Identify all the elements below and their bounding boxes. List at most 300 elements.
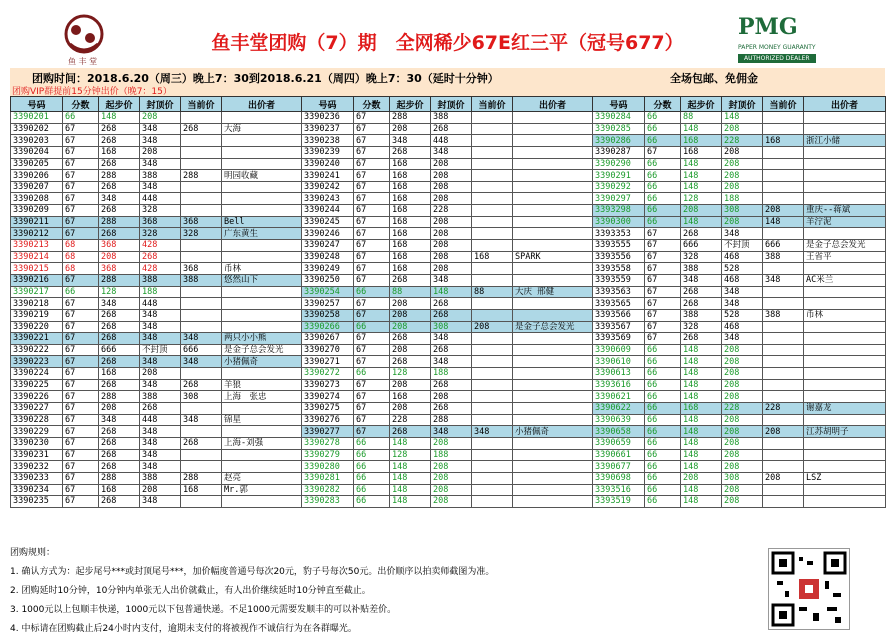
table-row bbox=[11, 181, 886, 193]
table-cell bbox=[472, 309, 513, 321]
table-cell bbox=[181, 449, 222, 461]
table-cell: 428 bbox=[140, 263, 181, 275]
table-cell: 168 bbox=[181, 484, 222, 496]
table-cell: 328 bbox=[681, 321, 722, 333]
auction-time: 团购时间：2018.6.20（周三）晚上7：30到2018.6.21（周四）晚上7：30（延时十分钟） bbox=[32, 72, 499, 85]
table-cell: 浙江小储 bbox=[804, 135, 886, 147]
table-cell: 268 bbox=[99, 461, 140, 473]
qr-code-icon bbox=[768, 548, 850, 630]
table-cell: 3393353 bbox=[593, 228, 645, 240]
table-cell: 66 bbox=[645, 205, 681, 217]
table-cell: 3390250 bbox=[302, 274, 354, 286]
table-cell: 66 bbox=[645, 368, 681, 380]
column-header: 出价者 bbox=[804, 97, 886, 112]
table-cell: 3390266 bbox=[302, 321, 354, 333]
table-cell: 208 bbox=[431, 193, 472, 205]
table-cell bbox=[513, 135, 593, 147]
table-cell: 3390242 bbox=[302, 181, 354, 193]
table-cell: 3390658 bbox=[593, 426, 645, 438]
table-cell: 3390204 bbox=[11, 146, 63, 158]
table-cell: 3390224 bbox=[11, 368, 63, 380]
table-cell bbox=[181, 368, 222, 380]
table-cell: 66 bbox=[645, 484, 681, 496]
table-cell: 67 bbox=[354, 403, 390, 415]
table-cell: 348 bbox=[431, 333, 472, 345]
table-cell bbox=[804, 170, 886, 182]
table-cell bbox=[181, 240, 222, 252]
table-row bbox=[11, 414, 886, 426]
table-cell: 3390229 bbox=[11, 426, 63, 438]
table-cell: 308 bbox=[431, 321, 472, 333]
table-cell: 3393555 bbox=[593, 240, 645, 252]
table-cell: 388 bbox=[181, 274, 222, 286]
table-cell bbox=[222, 368, 302, 380]
table-cell: 67 bbox=[63, 449, 99, 461]
table-cell: 288 bbox=[181, 472, 222, 484]
table-cell: 268 bbox=[681, 298, 722, 310]
table-cell: 66 bbox=[645, 112, 681, 124]
table-cell: 3390244 bbox=[302, 205, 354, 217]
table-cell: 3390285 bbox=[593, 123, 645, 135]
table-cell: 208 bbox=[722, 414, 763, 426]
table-cell: 3390282 bbox=[302, 484, 354, 496]
table-cell: 67 bbox=[354, 379, 390, 391]
table-cell: 67 bbox=[645, 321, 681, 333]
table-cell bbox=[804, 368, 886, 380]
table-cell: 268 bbox=[140, 251, 181, 263]
table-cell: 268 bbox=[390, 274, 431, 286]
table-cell: 348 bbox=[722, 228, 763, 240]
table-cell bbox=[763, 414, 804, 426]
table-cell bbox=[804, 123, 886, 135]
table-cell: 348 bbox=[431, 356, 472, 368]
table-cell: 3393516 bbox=[593, 484, 645, 496]
table-cell: 两只小小熊 bbox=[222, 333, 302, 345]
table-cell: 208 bbox=[722, 158, 763, 170]
table-cell: 348 bbox=[140, 437, 181, 449]
table-cell: 66 bbox=[645, 426, 681, 438]
table-cell: 重庆--蒋斌 bbox=[804, 205, 886, 217]
table-cell bbox=[222, 309, 302, 321]
table-cell: 268 bbox=[99, 356, 140, 368]
table-cell: 67 bbox=[63, 379, 99, 391]
table-cell bbox=[804, 496, 886, 508]
table-cell bbox=[222, 496, 302, 508]
column-header: 起步价 bbox=[681, 97, 722, 112]
table-cell: 208 bbox=[722, 437, 763, 449]
table-cell: 66 bbox=[354, 472, 390, 484]
table-cell: 3393565 bbox=[593, 298, 645, 310]
table-cell bbox=[181, 135, 222, 147]
table-cell: 3390203 bbox=[11, 135, 63, 147]
table-cell: 208 bbox=[99, 403, 140, 415]
table-cell: 348 bbox=[181, 414, 222, 426]
table-cell bbox=[763, 298, 804, 310]
table-cell: 67 bbox=[354, 309, 390, 321]
table-cell bbox=[763, 437, 804, 449]
table-cell: 348 bbox=[140, 181, 181, 193]
table-cell bbox=[513, 112, 593, 124]
table-cell bbox=[804, 437, 886, 449]
table-cell: 188 bbox=[431, 449, 472, 461]
table-cell: 208 bbox=[722, 344, 763, 356]
table-cell: 3390621 bbox=[593, 391, 645, 403]
table-cell: 67 bbox=[63, 146, 99, 158]
table-cell: 348 bbox=[140, 309, 181, 321]
table-cell: 江苏胡明子 bbox=[804, 426, 886, 438]
table-cell: 128 bbox=[390, 368, 431, 380]
table-cell: 66 bbox=[645, 379, 681, 391]
table-cell: 上海 张忠 bbox=[222, 391, 302, 403]
table-cell: 67 bbox=[63, 298, 99, 310]
table-cell bbox=[222, 251, 302, 263]
table-cell: 3390246 bbox=[302, 228, 354, 240]
table-cell: 468 bbox=[722, 251, 763, 263]
table-cell bbox=[472, 461, 513, 473]
table-cell: 3393569 bbox=[593, 333, 645, 345]
table-cell: 3390257 bbox=[302, 298, 354, 310]
table-cell: 148 bbox=[681, 368, 722, 380]
table-cell bbox=[763, 112, 804, 124]
table-row bbox=[11, 472, 886, 484]
table-cell: 3390639 bbox=[593, 414, 645, 426]
table-cell: 208 bbox=[140, 112, 181, 124]
table-cell: 168 bbox=[390, 240, 431, 252]
table-cell: 3390231 bbox=[11, 449, 63, 461]
table-cell: 3390219 bbox=[11, 309, 63, 321]
table-cell: 3390201 bbox=[11, 112, 63, 124]
table-cell bbox=[222, 146, 302, 158]
table-cell bbox=[804, 181, 886, 193]
table-cell: 288 bbox=[99, 216, 140, 228]
table-cell: 348 bbox=[431, 146, 472, 158]
table-cell: 67 bbox=[63, 426, 99, 438]
table-cell: 3390677 bbox=[593, 461, 645, 473]
table-cell: 208 bbox=[431, 391, 472, 403]
table-cell bbox=[513, 123, 593, 135]
table-cell bbox=[804, 146, 886, 158]
table-row bbox=[11, 112, 886, 124]
table-cell: 348 bbox=[140, 449, 181, 461]
table-cell: 66 bbox=[645, 496, 681, 508]
table-cell bbox=[513, 484, 593, 496]
table-cell bbox=[222, 426, 302, 438]
table-cell: 67 bbox=[354, 344, 390, 356]
table-cell bbox=[222, 449, 302, 461]
table-cell bbox=[513, 170, 593, 182]
table-cell bbox=[181, 426, 222, 438]
table-cell: 268 bbox=[681, 333, 722, 345]
table-cell: 67 bbox=[354, 426, 390, 438]
table-cell: 208 bbox=[431, 484, 472, 496]
table-cell bbox=[513, 403, 593, 415]
table-cell: 228 bbox=[722, 403, 763, 415]
table-cell: 3390275 bbox=[302, 403, 354, 415]
auction-table bbox=[10, 96, 886, 508]
table-row bbox=[11, 368, 886, 380]
table-cell bbox=[513, 496, 593, 508]
table-cell bbox=[804, 484, 886, 496]
table-cell bbox=[472, 274, 513, 286]
table-cell: 王省平 bbox=[804, 251, 886, 263]
table-cell: 3390209 bbox=[11, 205, 63, 217]
table-cell: 308 bbox=[722, 472, 763, 484]
table-cell: 是金子总会发光 bbox=[222, 344, 302, 356]
table-cell: 388 bbox=[431, 112, 472, 124]
table-cell: 208 bbox=[390, 123, 431, 135]
table-cell: 348 bbox=[140, 379, 181, 391]
table-cell: 348 bbox=[140, 356, 181, 368]
table-row bbox=[11, 170, 886, 182]
table-cell: 208 bbox=[763, 205, 804, 217]
table-cell: 388 bbox=[140, 170, 181, 182]
pmg-logo bbox=[738, 14, 828, 66]
table-cell: 168 bbox=[681, 403, 722, 415]
table-cell: 268 bbox=[431, 309, 472, 321]
table-row bbox=[11, 484, 886, 496]
table-cell: 66 bbox=[354, 437, 390, 449]
table-cell: 3390249 bbox=[302, 263, 354, 275]
table-cell bbox=[763, 484, 804, 496]
table-cell: 67 bbox=[63, 216, 99, 228]
table-cell: 3393563 bbox=[593, 286, 645, 298]
table-cell: 66 bbox=[354, 321, 390, 333]
table-cell bbox=[472, 403, 513, 415]
table-cell: 3390284 bbox=[593, 112, 645, 124]
table-cell: 67 bbox=[63, 309, 99, 321]
table-cell bbox=[763, 356, 804, 368]
table-cell: 67 bbox=[63, 391, 99, 403]
table-cell: 268 bbox=[681, 286, 722, 298]
table-cell: 388 bbox=[763, 251, 804, 263]
column-header: 分数 bbox=[63, 97, 99, 112]
table-cell: 67 bbox=[354, 216, 390, 228]
table-row bbox=[11, 379, 886, 391]
table-row bbox=[11, 391, 886, 403]
table-cell: 208 bbox=[431, 461, 472, 473]
table-cell: 67 bbox=[354, 135, 390, 147]
table-row bbox=[11, 309, 886, 321]
table-cell bbox=[472, 170, 513, 182]
logo-text: 鱼 丰 堂 bbox=[68, 57, 98, 66]
table-cell: 3390227 bbox=[11, 403, 63, 415]
table-cell bbox=[804, 356, 886, 368]
table-cell: 67 bbox=[354, 228, 390, 240]
table-cell: 348 bbox=[140, 135, 181, 147]
table-cell: 148 bbox=[681, 379, 722, 391]
table-cell: 228 bbox=[722, 135, 763, 147]
table-cell: 66 bbox=[645, 181, 681, 193]
table-cell: 3390239 bbox=[302, 146, 354, 158]
table-cell bbox=[472, 414, 513, 426]
table-cell bbox=[222, 240, 302, 252]
column-header: 号码 bbox=[11, 97, 63, 112]
table-cell: 67 bbox=[354, 263, 390, 275]
table-cell: 不封顶 bbox=[140, 344, 181, 356]
column-header: 分数 bbox=[645, 97, 681, 112]
table-cell bbox=[513, 216, 593, 228]
table-row bbox=[11, 216, 886, 228]
table-cell: 268 bbox=[99, 158, 140, 170]
table-cell: 66 bbox=[645, 123, 681, 135]
table-cell: 208 bbox=[722, 146, 763, 158]
table-cell: 128 bbox=[681, 193, 722, 205]
table-cell: 67 bbox=[645, 146, 681, 158]
table-cell bbox=[222, 321, 302, 333]
table-cell: 348 bbox=[140, 496, 181, 508]
table-cell bbox=[222, 286, 302, 298]
table-cell: 208 bbox=[722, 379, 763, 391]
table-cell: 66 bbox=[645, 391, 681, 403]
table-cell: 66 bbox=[63, 286, 99, 298]
table-cell: 67 bbox=[354, 251, 390, 263]
shipping-note: 全场包邮、免佣金 bbox=[670, 72, 758, 85]
table-cell: 168 bbox=[472, 251, 513, 263]
table-cell: 67 bbox=[645, 333, 681, 345]
table-cell: 88 bbox=[390, 286, 431, 298]
table-cell: 168 bbox=[390, 193, 431, 205]
table-cell: 3390245 bbox=[302, 216, 354, 228]
table-cell: 3390281 bbox=[302, 472, 354, 484]
table-cell: 小猪佩奇 bbox=[222, 356, 302, 368]
table-cell: 268 bbox=[99, 379, 140, 391]
table-cell: 328 bbox=[140, 205, 181, 217]
table-cell bbox=[513, 344, 593, 356]
table-cell: 3390272 bbox=[302, 368, 354, 380]
table-cell: 148 bbox=[681, 426, 722, 438]
table-cell: 上海-刘强 bbox=[222, 437, 302, 449]
table-cell: 3393616 bbox=[593, 379, 645, 391]
table-cell: 67 bbox=[354, 205, 390, 217]
table-cell bbox=[763, 496, 804, 508]
table-cell: 67 bbox=[645, 240, 681, 252]
table-cell bbox=[181, 461, 222, 473]
table-cell: 168 bbox=[763, 135, 804, 147]
table-cell: 148 bbox=[681, 170, 722, 182]
rule-4: 4. 中标请在团购截止后24小时内支付，逾期未支付的将被视作不诚信行为在各群曝光。 bbox=[10, 624, 357, 634]
table-cell: 208 bbox=[472, 321, 513, 333]
table-cell: 288 bbox=[390, 112, 431, 124]
table-cell: 208 bbox=[99, 251, 140, 263]
table-cell: 67 bbox=[354, 158, 390, 170]
table-cell bbox=[472, 333, 513, 345]
table-cell: 3390610 bbox=[593, 356, 645, 368]
table-cell: 168 bbox=[99, 484, 140, 496]
column-header: 封顶价 bbox=[722, 97, 763, 112]
table-cell bbox=[513, 437, 593, 449]
table-cell bbox=[472, 344, 513, 356]
table-cell: 666 bbox=[99, 344, 140, 356]
table-cell: 348 bbox=[390, 135, 431, 147]
table-cell: 66 bbox=[354, 484, 390, 496]
table-cell: 3390280 bbox=[302, 461, 354, 473]
table-cell bbox=[181, 298, 222, 310]
table-cell: 288 bbox=[99, 391, 140, 403]
table-cell: 228 bbox=[390, 414, 431, 426]
table-cell bbox=[472, 205, 513, 217]
table-cell: 68 bbox=[63, 240, 99, 252]
table-cell: 3390220 bbox=[11, 321, 63, 333]
table-cell: 468 bbox=[722, 274, 763, 286]
table-cell: 66 bbox=[645, 414, 681, 426]
table-cell bbox=[804, 298, 886, 310]
table-cell bbox=[513, 298, 593, 310]
table-cell: 348 bbox=[472, 426, 513, 438]
table-cell: 币林 bbox=[804, 309, 886, 321]
table-row bbox=[11, 228, 886, 240]
table-cell: 148 bbox=[681, 414, 722, 426]
rule-1 bbox=[10, 563, 760, 582]
table-cell: 68 bbox=[63, 251, 99, 263]
table-cell: 66 bbox=[354, 368, 390, 380]
table-cell: 66 bbox=[645, 216, 681, 228]
table-cell: 67 bbox=[63, 344, 99, 356]
table-cell bbox=[472, 298, 513, 310]
table-cell bbox=[513, 333, 593, 345]
page-title: 鱼丰堂团购（7）期 全网稀少67E红三平（冠号677） bbox=[211, 32, 684, 54]
table-cell bbox=[472, 437, 513, 449]
table-cell: 268 bbox=[99, 449, 140, 461]
table-cell: 388 bbox=[681, 263, 722, 275]
table-cell: 67 bbox=[645, 286, 681, 298]
table-cell bbox=[763, 158, 804, 170]
table-cell: 3390278 bbox=[302, 437, 354, 449]
table-cell: 67 bbox=[63, 274, 99, 286]
table-cell bbox=[472, 135, 513, 147]
table-cell: 268 bbox=[431, 379, 472, 391]
table-cell: 448 bbox=[140, 193, 181, 205]
table-cell bbox=[181, 496, 222, 508]
table-cell: 268 bbox=[390, 426, 431, 438]
table-cell: 208 bbox=[431, 251, 472, 263]
table-row bbox=[11, 496, 886, 508]
table-row bbox=[11, 286, 886, 298]
table-cell bbox=[181, 146, 222, 158]
table-cell bbox=[804, 263, 886, 275]
table-cell: 67 bbox=[354, 193, 390, 205]
table-cell: 268 bbox=[431, 403, 472, 415]
table-cell: 168 bbox=[390, 216, 431, 228]
table-cell: 148 bbox=[681, 461, 722, 473]
table-cell: 348 bbox=[763, 274, 804, 286]
table-cell: 368 bbox=[181, 263, 222, 275]
pmg-dealer-badge: AUTHORIZED DEALER bbox=[738, 54, 816, 63]
table-cell: 208 bbox=[431, 263, 472, 275]
table-cell: 67 bbox=[63, 158, 99, 170]
table-cell: 3390254 bbox=[302, 286, 354, 298]
table-cell: 3390698 bbox=[593, 472, 645, 484]
table-cell: 67 bbox=[63, 123, 99, 135]
table-cell: 3390230 bbox=[11, 437, 63, 449]
table-cell: 67 bbox=[63, 437, 99, 449]
table-cell: 3390243 bbox=[302, 193, 354, 205]
table-cell: 3390240 bbox=[302, 158, 354, 170]
table-cell: 88 bbox=[472, 286, 513, 298]
table-cell: 348 bbox=[140, 333, 181, 345]
table-cell: 468 bbox=[722, 321, 763, 333]
table-cell: 3390205 bbox=[11, 158, 63, 170]
table-cell: 268 bbox=[390, 333, 431, 345]
table-cell bbox=[804, 379, 886, 391]
table-cell: 67 bbox=[63, 484, 99, 496]
table-cell: 388 bbox=[681, 309, 722, 321]
table-cell: 348 bbox=[722, 286, 763, 298]
table-cell bbox=[513, 461, 593, 473]
column-header: 当前价 bbox=[181, 97, 222, 112]
table-cell: 268 bbox=[99, 321, 140, 333]
table-cell: 67 bbox=[645, 228, 681, 240]
table-cell bbox=[513, 193, 593, 205]
